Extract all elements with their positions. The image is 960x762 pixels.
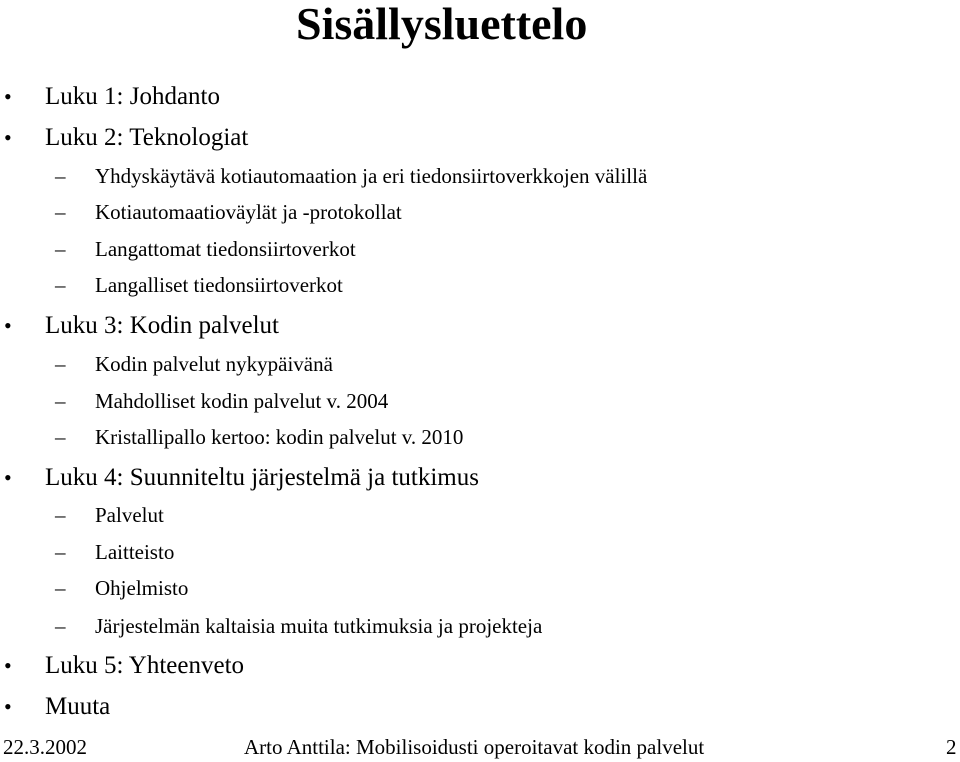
toc-section-label: Laitteisto bbox=[95, 540, 175, 564]
bullet-icon: • bbox=[4, 694, 12, 719]
bullet-icon: • bbox=[4, 125, 12, 150]
toc-chapter-label: Luku 4: Suunniteltu järjestelmä ja tutkimus bbox=[45, 464, 479, 491]
toc-section-label: Kodin palvelut nykypäivänä bbox=[95, 352, 333, 376]
dash-icon: – bbox=[55, 164, 66, 188]
toc-chapter-label: Luku 3: Kodin palvelut bbox=[45, 312, 279, 339]
toc-section-label: Kristallipallo kertoo: kodin palvelut v. 2010 bbox=[95, 425, 464, 449]
toc-section-label: Järjestelmän kaltaisia muita tutkimuksia ja projekteja bbox=[95, 614, 543, 638]
dash-icon: – bbox=[55, 425, 66, 449]
dash-icon: – bbox=[55, 273, 66, 297]
dash-icon: – bbox=[55, 200, 66, 224]
toc-chapter-label: Luku 2: Teknologiat bbox=[45, 124, 249, 151]
toc-section-label: Yhdyskäytävä kotiautomaation ja eri tiedonsiirtoverkkojen välillä bbox=[95, 164, 648, 188]
toc-chapter-label: Luku 5: Yhteenveto bbox=[45, 652, 245, 679]
toc-chapter-label: Muuta bbox=[45, 693, 111, 720]
dash-icon: – bbox=[55, 352, 66, 376]
bullet-icon: • bbox=[4, 84, 12, 109]
dash-icon: – bbox=[55, 237, 66, 261]
bullet-icon: • bbox=[4, 313, 12, 338]
page-title: Sisällysluettelo bbox=[296, 0, 588, 49]
footer-date: 22.3.2002 bbox=[3, 735, 87, 759]
dash-icon: – bbox=[55, 614, 66, 638]
toc-chapter-label: Luku 1: Johdanto bbox=[45, 83, 220, 110]
toc-section-label: Mahdolliset kodin palvelut v. 2004 bbox=[95, 389, 389, 413]
bullet-icon: • bbox=[4, 465, 12, 490]
toc-section-label: Ohjelmisto bbox=[95, 576, 189, 600]
toc-section-label: Langattomat tiedonsiirtoverkot bbox=[95, 237, 356, 261]
bullet-icon: • bbox=[4, 653, 12, 678]
dash-icon: – bbox=[55, 540, 66, 564]
dash-icon: – bbox=[55, 503, 66, 527]
toc-section-label: Langalliset tiedonsiirtoverkot bbox=[95, 273, 343, 297]
footer-presentation-title: Arto Anttila: Mobilisoidusti operoitavat kodin palvelut bbox=[244, 735, 705, 759]
dash-icon: – bbox=[55, 389, 66, 413]
toc-section-label: Palvelut bbox=[95, 503, 164, 527]
page-number: 2 bbox=[946, 735, 957, 759]
dash-icon: – bbox=[55, 576, 66, 600]
toc-section-label: Kotiautomaatioväylät ja -protokollat bbox=[95, 200, 402, 224]
